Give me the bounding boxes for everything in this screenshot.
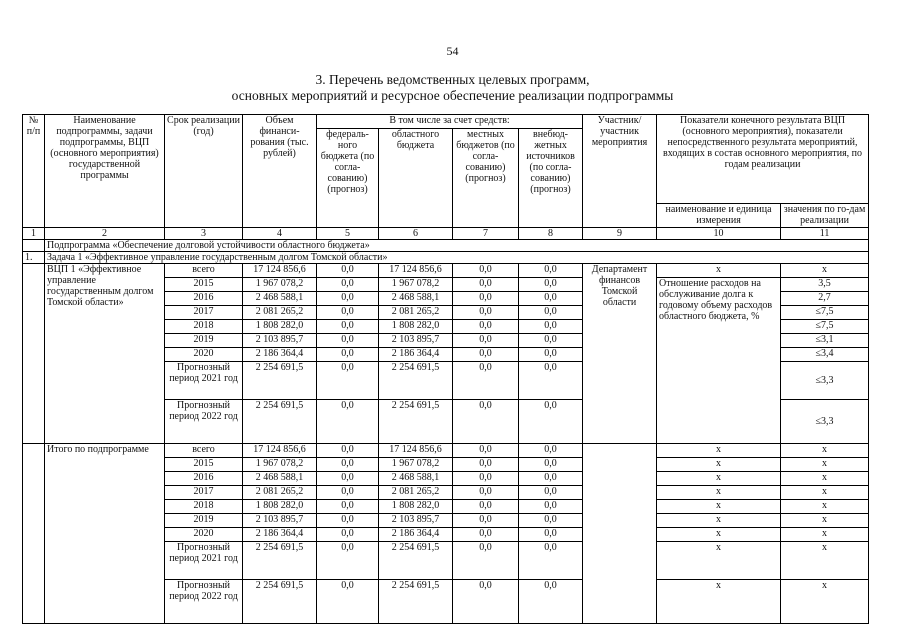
volume: 17 124 856,6: [243, 444, 317, 458]
extra: 0,0: [519, 514, 583, 528]
local: 0,0: [453, 580, 519, 624]
regional: 1 808 282,0: [379, 500, 453, 514]
period: Прогнозный период 2021 год: [165, 362, 243, 400]
column-numbers-row: [23, 228, 869, 240]
colnum: 10: [657, 228, 781, 240]
extra: 0,0: [519, 334, 583, 348]
regional: 2 254 691,5: [379, 580, 453, 624]
federal: 0,0: [317, 514, 379, 528]
indicator-name: x: [657, 444, 781, 458]
local: 0,0: [453, 528, 519, 542]
regional: 17 124 856,6: [379, 444, 453, 458]
federal: 0,0: [317, 278, 379, 292]
indicator-value: 3,5: [781, 278, 869, 292]
federal: 0,0: [317, 472, 379, 486]
volume: 2 254 691,5: [243, 400, 317, 444]
period: 2019: [165, 514, 243, 528]
period: всего: [165, 264, 243, 278]
header-federal: федераль-ного бюджета (по согла-сованию) (прогноз): [317, 129, 379, 228]
indicator-value: x: [781, 580, 869, 624]
period: 2018: [165, 500, 243, 514]
volume: 1 967 078,2: [243, 278, 317, 292]
colnum: 11: [781, 228, 869, 240]
volume: 17 124 856,6: [243, 264, 317, 278]
indicator-value: ≤3,4: [781, 348, 869, 362]
local: 0,0: [453, 306, 519, 320]
extra: 0,0: [519, 306, 583, 320]
regional: 2 103 895,7: [379, 334, 453, 348]
local: 0,0: [453, 348, 519, 362]
header-ind-name: наименование и единица измерения: [657, 204, 781, 228]
federal: 0,0: [317, 320, 379, 334]
vcp-row: [23, 264, 869, 278]
local: 0,0: [453, 320, 519, 334]
regional: 2 254 691,5: [379, 542, 453, 580]
period: 2019: [165, 334, 243, 348]
federal: 0,0: [317, 400, 379, 444]
period: 2015: [165, 458, 243, 472]
header-regional: областного бюджета: [379, 129, 453, 228]
indicator-name: x: [657, 264, 781, 278]
programs-table: [22, 114, 869, 624]
period: 2015: [165, 278, 243, 292]
local: 0,0: [453, 500, 519, 514]
period: 2016: [165, 472, 243, 486]
indicator-value: x: [781, 264, 869, 278]
extra: 0,0: [519, 528, 583, 542]
regional: 1 808 282,0: [379, 320, 453, 334]
regional: 2 103 895,7: [379, 514, 453, 528]
header-extra: внебюд-жетных источников (по согла-сованию) (прогноз): [519, 129, 583, 228]
regional: 1 967 078,2: [379, 458, 453, 472]
header-including: В том числе за счет средств:: [317, 115, 583, 129]
extra: 0,0: [519, 278, 583, 292]
local: 0,0: [453, 514, 519, 528]
indicator-value: x: [781, 528, 869, 542]
extra: 0,0: [519, 458, 583, 472]
indicator-value: x: [781, 514, 869, 528]
regional: 2 186 364,4: [379, 348, 453, 362]
indicator-value: ≤3,3: [781, 362, 869, 400]
local: 0,0: [453, 458, 519, 472]
federal: 0,0: [317, 292, 379, 306]
indicator-value: x: [781, 444, 869, 458]
indicator-value: x: [781, 472, 869, 486]
extra: 0,0: [519, 320, 583, 334]
volume: 1 808 282,0: [243, 320, 317, 334]
local: 0,0: [453, 444, 519, 458]
period: 2016: [165, 292, 243, 306]
colnum: 8: [519, 228, 583, 240]
indicator-value: ≤3,3: [781, 400, 869, 444]
indicator-value: 2,7: [781, 292, 869, 306]
local: 0,0: [453, 264, 519, 278]
colnum: 6: [379, 228, 453, 240]
header-volume: Объем финанси-рования (тыс. рублей): [243, 115, 317, 228]
indicator-value: ≤7,5: [781, 306, 869, 320]
extra: 0,0: [519, 348, 583, 362]
federal: 0,0: [317, 306, 379, 320]
volume: 2 186 364,4: [243, 528, 317, 542]
colnum: 3: [165, 228, 243, 240]
regional: 2 254 691,5: [379, 362, 453, 400]
colnum: 5: [317, 228, 379, 240]
volume: 2 254 691,5: [243, 542, 317, 580]
colnum: 1: [23, 228, 45, 240]
local: 0,0: [453, 486, 519, 500]
federal: 0,0: [317, 348, 379, 362]
volume: 2 468 588,1: [243, 292, 317, 306]
period: 2020: [165, 528, 243, 542]
local: 0,0: [453, 278, 519, 292]
colnum: 7: [453, 228, 519, 240]
local: 0,0: [453, 334, 519, 348]
extra: 0,0: [519, 400, 583, 444]
participant: [583, 444, 657, 624]
federal: 0,0: [317, 528, 379, 542]
volume: 1 967 078,2: [243, 458, 317, 472]
indicator-value: x: [781, 486, 869, 500]
federal: 0,0: [317, 264, 379, 278]
regional: 2 186 364,4: [379, 528, 453, 542]
period: Прогнозный период 2021 год: [165, 542, 243, 580]
extra: 0,0: [519, 580, 583, 624]
indicator-value: x: [781, 500, 869, 514]
task-row: [23, 252, 869, 264]
period: Прогнозный период 2022 год: [165, 400, 243, 444]
extra: 0,0: [519, 362, 583, 400]
section-title: [0, 72, 905, 104]
federal: 0,0: [317, 362, 379, 400]
extra: 0,0: [519, 486, 583, 500]
local: 0,0: [453, 400, 519, 444]
indicator-name: x: [657, 472, 781, 486]
total-name: Итого по подпрограмме: [45, 444, 165, 624]
indicator-name: x: [657, 528, 781, 542]
extra: 0,0: [519, 264, 583, 278]
volume: 2 103 895,7: [243, 514, 317, 528]
local: 0,0: [453, 362, 519, 400]
regional: 2 468 588,1: [379, 472, 453, 486]
period: всего: [165, 444, 243, 458]
volume: 2 081 265,2: [243, 306, 317, 320]
extra: 0,0: [519, 542, 583, 580]
volume: 2 103 895,7: [243, 334, 317, 348]
title-line-2: основных мероприятий и ресурсное обеспечение реализации подпрограммы: [231, 88, 674, 103]
participant: Департамент финансов Томской области: [583, 264, 657, 444]
regional: 17 124 856,6: [379, 264, 453, 278]
regional: 1 967 078,2: [379, 278, 453, 292]
local: 0,0: [453, 472, 519, 486]
indicator-name: x: [657, 458, 781, 472]
volume: 2 081 265,2: [243, 486, 317, 500]
volume: 2 254 691,5: [243, 580, 317, 624]
page-number: 54: [446, 44, 459, 58]
period: 2017: [165, 306, 243, 320]
regional: 2 081 265,2: [379, 486, 453, 500]
colnum: 9: [583, 228, 657, 240]
title-line-1: 3. Перечень ведомственных целевых программ,: [315, 72, 590, 87]
total-row: [23, 444, 869, 458]
vcp-name: ВЦП 1 «Эффективное управление государственным долгом Томской области»: [45, 264, 165, 444]
federal: 0,0: [317, 580, 379, 624]
local: 0,0: [453, 292, 519, 306]
period: 2017: [165, 486, 243, 500]
indicator-value: x: [781, 458, 869, 472]
indicator-name: x: [657, 486, 781, 500]
header-num: № п/п: [23, 115, 45, 228]
subprogram-title: Подпрограмма «Обеспечение долговой устойчивости областного бюджета»: [45, 240, 869, 252]
indicator-name: Отношение расходов на обслуживание долга к годовому объему расходов областного бюджета, %: [657, 278, 781, 444]
local: 0,0: [453, 542, 519, 580]
header-name: Наименование подпрограммы, задачи подпрограммы, ВЦП (основного мероприятия) государственной программы: [45, 115, 165, 228]
indicator-name: x: [657, 542, 781, 580]
indicator-name: x: [657, 500, 781, 514]
task-title: Задача 1 «Эффективное управление государственным долгом Томской области»: [45, 252, 869, 264]
indicator-value: ≤7,5: [781, 320, 869, 334]
subprogram-row: [23, 240, 869, 252]
indicator-name: x: [657, 580, 781, 624]
colnum: 2: [45, 228, 165, 240]
federal: 0,0: [317, 500, 379, 514]
period: Прогнозный период 2022 год: [165, 580, 243, 624]
volume: 2 186 364,4: [243, 348, 317, 362]
federal: 0,0: [317, 444, 379, 458]
extra: 0,0: [519, 444, 583, 458]
volume: 2 468 588,1: [243, 472, 317, 486]
volume: 2 254 691,5: [243, 362, 317, 400]
indicator-value: x: [781, 542, 869, 580]
federal: 0,0: [317, 458, 379, 472]
indicator-value: ≤3,1: [781, 334, 869, 348]
volume: 1 808 282,0: [243, 500, 317, 514]
block-num: [23, 444, 45, 624]
header-ind-values: значения по го-дам реализации: [781, 204, 869, 228]
regional: 2 254 691,5: [379, 400, 453, 444]
indicator-name: x: [657, 514, 781, 528]
federal: 0,0: [317, 542, 379, 580]
block-num: [23, 264, 45, 444]
colnum: 4: [243, 228, 317, 240]
task-number: 1.: [23, 252, 45, 264]
period: 2020: [165, 348, 243, 362]
header-term: Срок реализации (год): [165, 115, 243, 228]
extra: 0,0: [519, 472, 583, 486]
federal: 0,0: [317, 486, 379, 500]
regional: 2 468 588,1: [379, 292, 453, 306]
regional: 2 081 265,2: [379, 306, 453, 320]
header-participant: Участник/ участник мероприятия: [583, 115, 657, 228]
extra: 0,0: [519, 500, 583, 514]
header-indicators: Показатели конечного результата ВЦП (основного мероприятия), показатели непосредственного результата мероприятий, входящих в состав основного мероприятия, по годам реализации: [657, 115, 869, 204]
header-local: местных бюджетов (по согла-сованию) (прогноз): [453, 129, 519, 228]
federal: 0,0: [317, 334, 379, 348]
extra: 0,0: [519, 292, 583, 306]
period: 2018: [165, 320, 243, 334]
